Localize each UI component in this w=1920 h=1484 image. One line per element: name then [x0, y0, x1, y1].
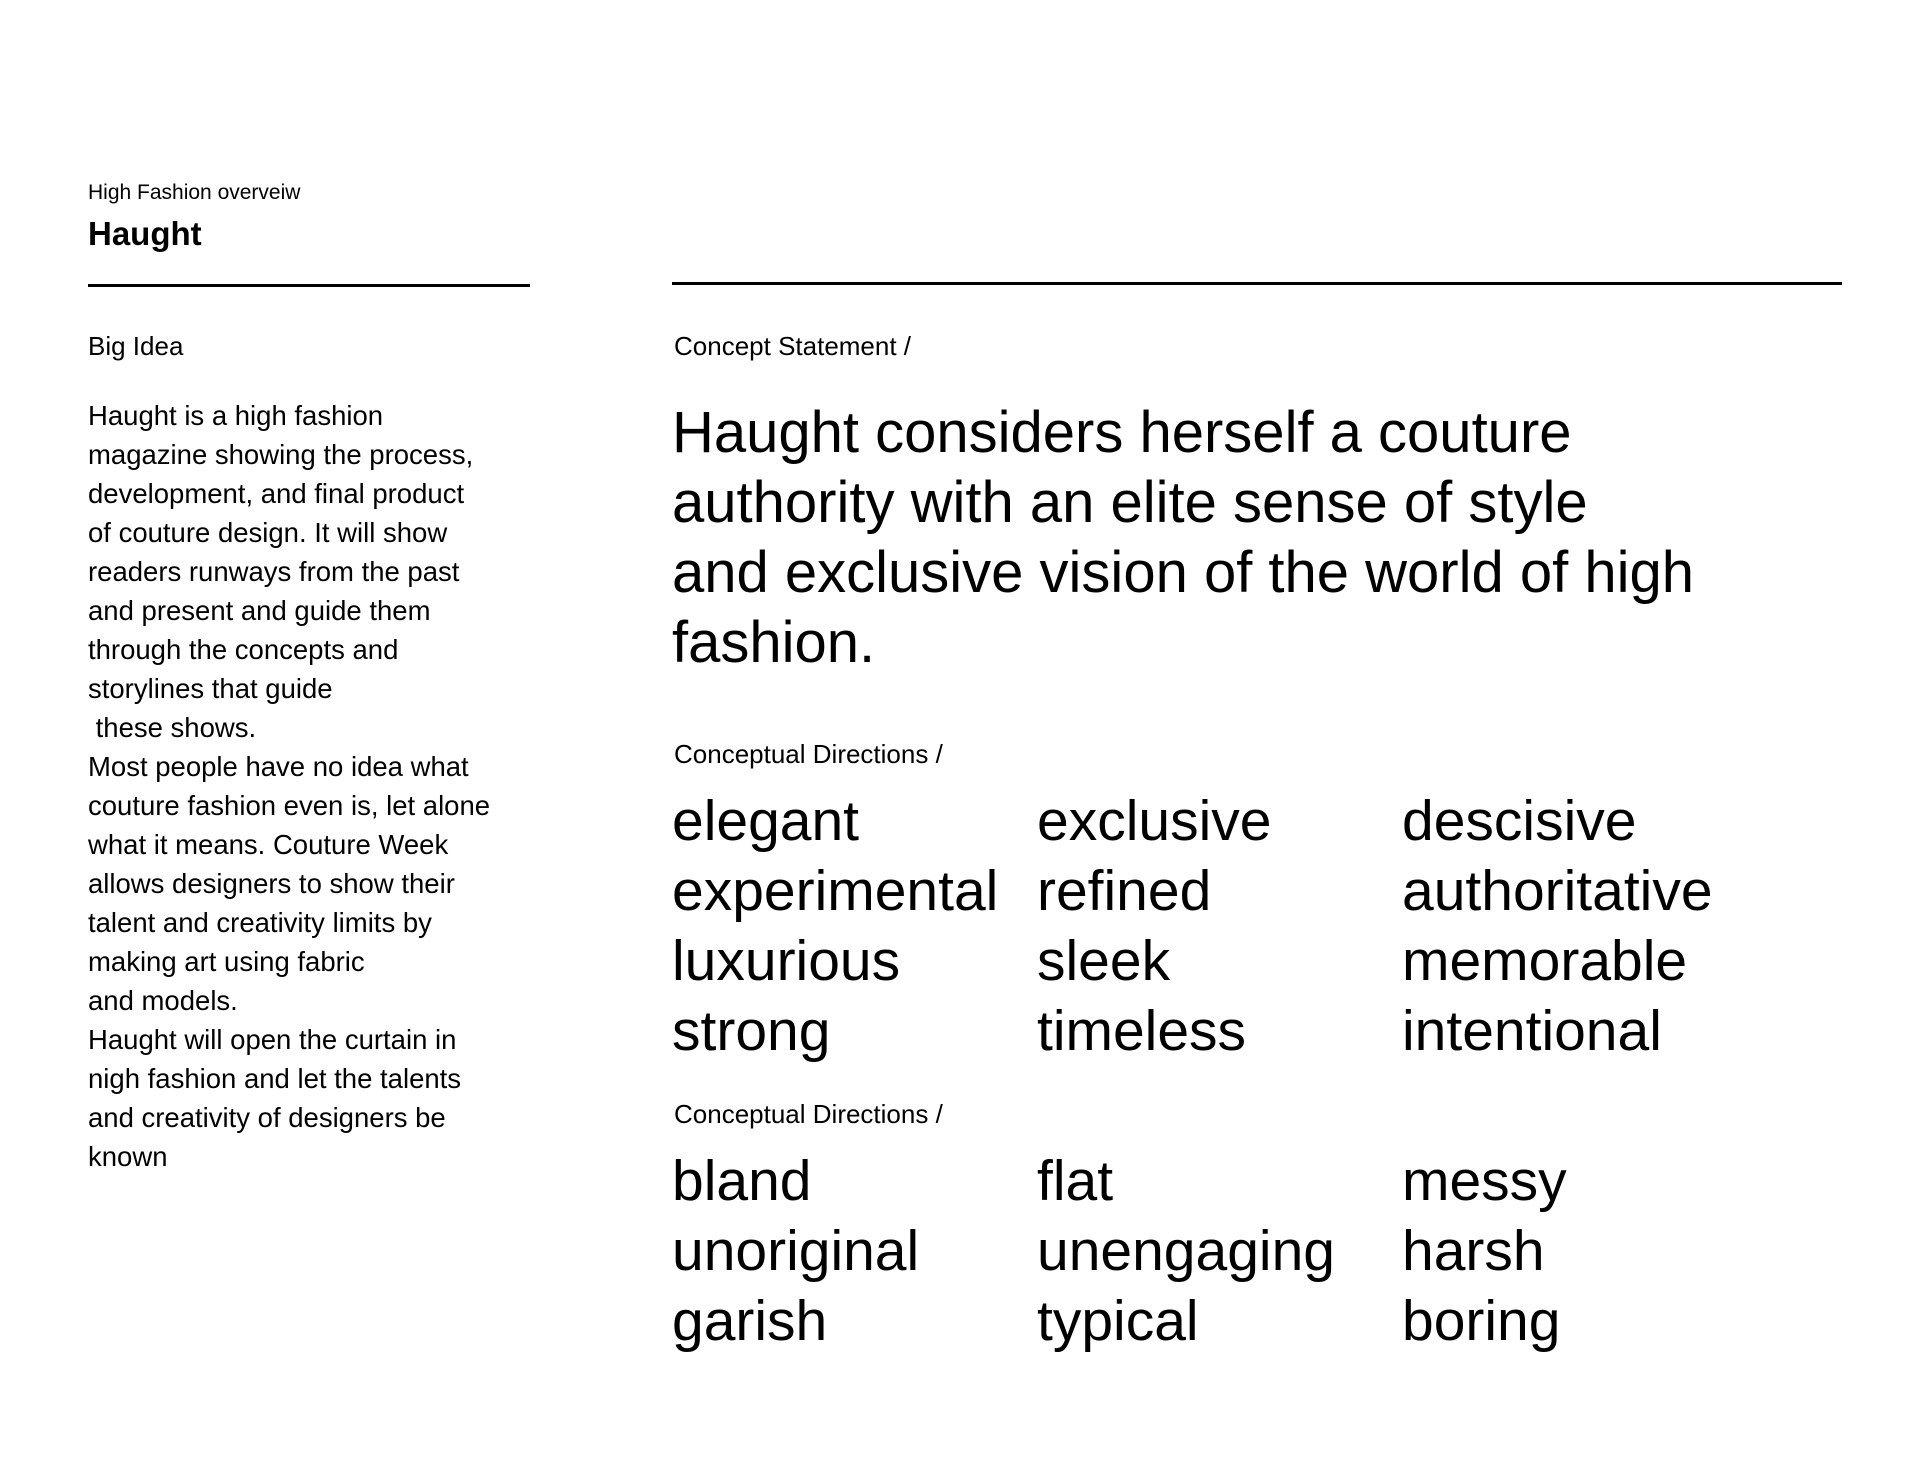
body-line: known — [88, 1141, 168, 1172]
direction-word: authoritative — [1402, 859, 1713, 923]
direction-word: strong — [672, 999, 831, 1063]
body-line: these shows. — [88, 712, 257, 743]
left-divider — [88, 284, 530, 287]
direction-word: messy — [1402, 1149, 1567, 1213]
direction-word: typical — [1037, 1289, 1199, 1353]
body-line: through the concepts and — [88, 634, 399, 665]
body-line: allows designers to show their — [88, 868, 455, 899]
body-line: magazine showing the process, — [88, 439, 474, 470]
body-line: readers runways from the past — [88, 556, 460, 587]
big-idea-body — [88, 396, 548, 1176]
direction-word: unengaging — [1037, 1219, 1335, 1283]
direction-word: descisive — [1402, 789, 1637, 853]
body-line: and models. — [88, 985, 238, 1016]
concept-statement-heading: Concept Statement / — [674, 331, 912, 361]
direction-word: unoriginal — [672, 1219, 920, 1283]
statement-line: authority with an elite sense of style — [672, 470, 1588, 535]
body-line: couture fashion even is, let alone — [88, 790, 491, 821]
body-line: making art using fabric — [88, 946, 365, 977]
direction-word: bland — [672, 1149, 812, 1213]
body-line: storylines that guide — [88, 673, 333, 704]
body-line: what it means. Couture Week — [88, 829, 449, 860]
direction-word: harsh — [1402, 1219, 1545, 1283]
direction-word: exclusive — [1037, 789, 1272, 853]
direction-word: refined — [1037, 859, 1212, 923]
body-line: of couture design. It will show — [88, 517, 448, 548]
big-idea-heading: Big Idea — [88, 331, 184, 361]
body-line: Haught will open the curtain in — [88, 1024, 457, 1055]
statement-line: and exclusive vision of the world of high — [672, 540, 1695, 605]
overview-label: High Fashion overveiw — [88, 181, 301, 204]
conceptual-directions-heading-negative: Conceptual Directions / — [674, 1099, 943, 1129]
body-line: talent and creativity limits by — [88, 907, 432, 938]
direction-word: boring — [1402, 1289, 1561, 1353]
concept-statement — [672, 398, 1694, 678]
page-title: Haught — [88, 215, 202, 252]
conceptual-directions-heading: Conceptual Directions / — [674, 739, 943, 769]
body-line: and present and guide them — [88, 595, 431, 626]
direction-word: garish — [672, 1289, 828, 1353]
direction-word: flat — [1037, 1149, 1114, 1213]
body-line: development, and final product — [88, 478, 465, 509]
direction-word: intentional — [1402, 999, 1662, 1063]
negative-directions-grid — [672, 1146, 1842, 1356]
direction-word: memorable — [1402, 929, 1688, 993]
direction-word: elegant — [672, 789, 860, 853]
direction-word: sleek — [1037, 929, 1171, 993]
right-divider — [672, 282, 1842, 285]
body-line: Most people have no idea what — [88, 751, 469, 782]
body-line: Haught is a high fashion — [88, 400, 384, 431]
body-line: nigh fashion and let the talents — [88, 1063, 462, 1094]
direction-word: experimental — [672, 859, 999, 923]
direction-word: timeless — [1037, 999, 1247, 1063]
direction-word: luxurious — [672, 929, 901, 993]
positive-directions-grid — [672, 786, 1842, 1066]
statement-line: fashion. — [672, 610, 876, 675]
body-line: and creativity of designers be — [88, 1102, 446, 1133]
statement-line: Haught considers herself a couture — [672, 400, 1572, 465]
